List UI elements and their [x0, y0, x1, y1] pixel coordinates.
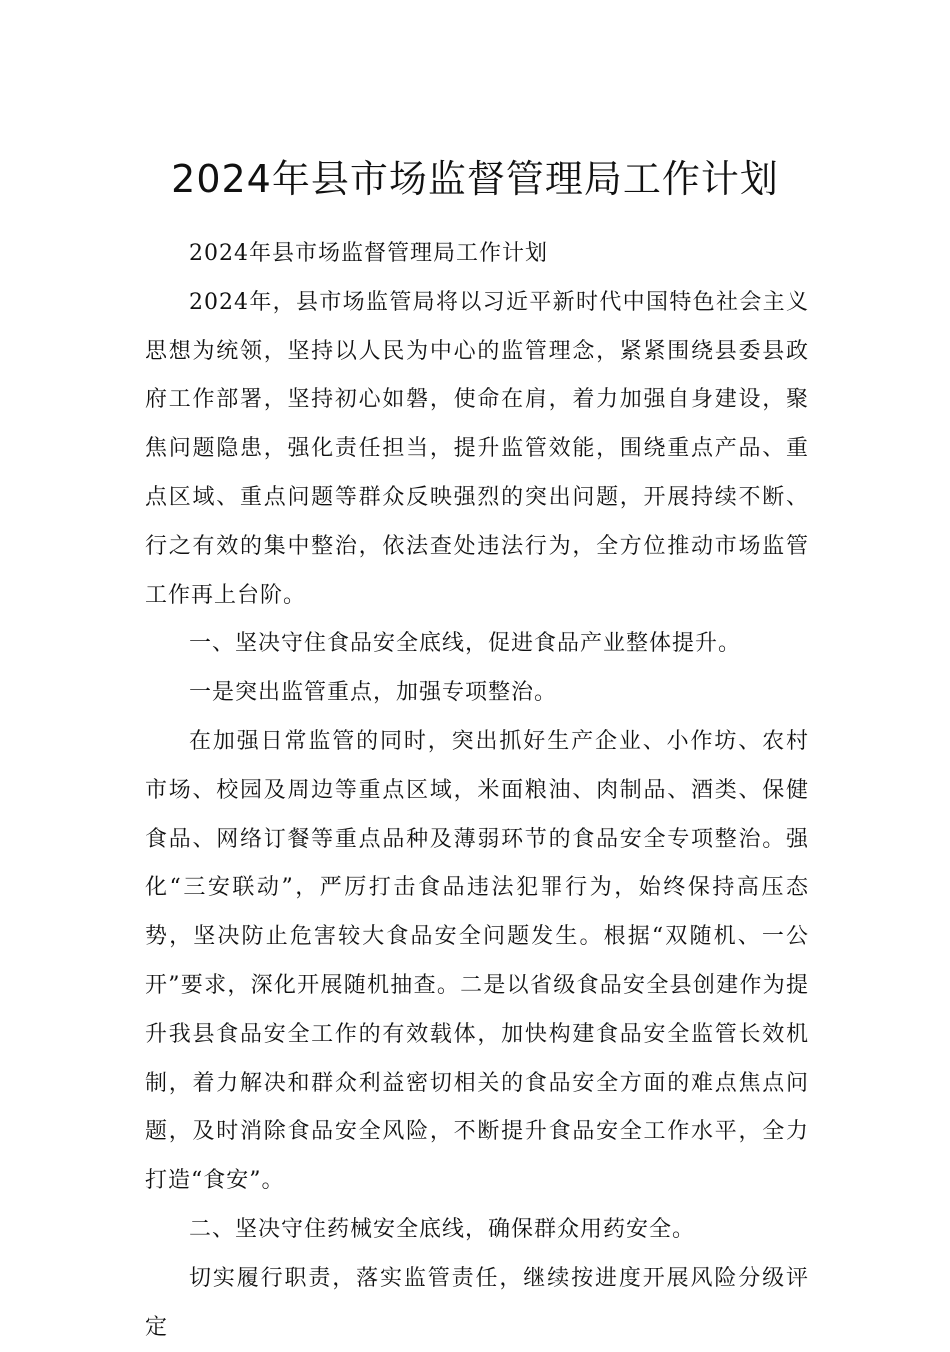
document-body [145, 230, 809, 1352]
body-paragraph-subtitle: 2024年县市场监督管理局工作计划 [189, 241, 548, 266]
section-heading-drug-safety: 二、坚决守住药械安全底线，确保群众用药安全。 [189, 1216, 696, 1242]
subsection-heading-key-supervision: 一是突出监管重点，加强专项整治。 [189, 680, 558, 706]
body-paragraph-food-safety: 在加强日常监管的同时，突出抓好生产企业、小作坊、农村市场、校园及周边等重点区域，米面粮油、肉制品、酒类、保健食品、网络订餐等重点品种及薄弱环节的食品安全专项整治。强化“三安联动”，严厉打击食品违法犯罪行为，始终保持高压态势，坚决防止危害较大食品安全问题发生。根据“双随机、一公开”要求，深化开展随机抽查。二是以省级食品安全县创建作为提升我县食品安全工作的有效载体，加快构建食品安全监管长效机制，着力解决和群众利益密切相关的食品安全方面的难点焦点问题，及时消除食品安全风险，不断提升食品安全工作水平，全力打造“食安”。 [145, 728, 809, 1194]
section-heading-food-safety: 一、坚决守住食品安全底线，促进食品产业整体提升。 [189, 631, 742, 657]
body-paragraph-drug-safety: 切实履行职责，落实监管责任，继续按进度开展风险分级评定 [145, 1265, 809, 1340]
document-title: 2024年县市场监督管理局工作计划 [171, 157, 779, 202]
body-paragraph-intro: 2024年，县市场监管局将以习近平新时代中国特色社会主义思想为统领，坚持以人民为中心的监管理念，紧紧围绕县委县政府工作部署，坚持初心如磐，使命在肩，着力加强自身建设，聚焦问题隐患，强化责任担当，提升监管效能，围绕重点产品、重点区域、重点问题等群众反映强烈的突出问题，开展持续不断、行之有效的集中整治，依法查处违法行为，全方位推动市场监管工作再上台阶。 [145, 289, 809, 608]
